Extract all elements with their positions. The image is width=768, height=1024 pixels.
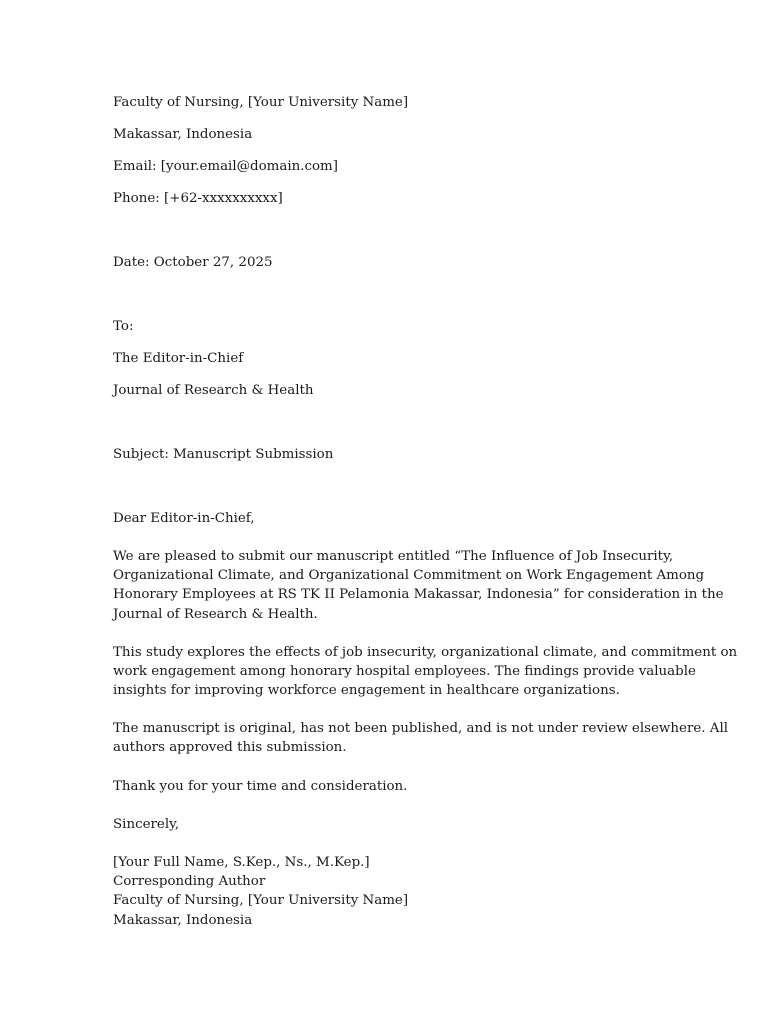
- recipient-journal: Journal of Research & Health: [113, 383, 314, 398]
- closing: Sincerely,: [113, 817, 180, 832]
- signature-city: Makassar, Indonesia: [113, 912, 253, 928]
- paragraph-line: work engagement among honorary hospital employees. The findings provide valuable: [113, 664, 696, 680]
- paragraph-line: Organizational Climate, and Organizational Commitment on Work Engagement Among: [113, 568, 705, 584]
- signature-faculty: Faculty of Nursing, [Your University Name]: [113, 893, 409, 909]
- subject-line: Subject: Manuscript Submission: [113, 447, 334, 462]
- paragraph-line: authors approved this submission.: [113, 740, 347, 756]
- body-paragraph-2: [113, 643, 738, 701]
- body-paragraph-1: [113, 547, 724, 624]
- sender-city: Makassar, Indonesia: [113, 127, 253, 142]
- salutation: Dear Editor-in-Chief,: [113, 511, 255, 526]
- sender-phone: Phone: [+62-xxxxxxxxxx]: [113, 191, 283, 206]
- sender-faculty: Faculty of Nursing, [Your University Name]: [113, 95, 409, 110]
- recipient-to: To:: [113, 319, 134, 334]
- paragraph-line: We are pleased to submit our manuscript entitled “The Influence of Job Insecurity,: [113, 549, 674, 564]
- letter-page: [113, 0, 738, 1024]
- letter-date: Date: October 27, 2025: [113, 255, 273, 270]
- paragraph-line: This study explores the effects of job insecurity, organizational climate, and commitment on: [113, 645, 738, 660]
- signature-role: Corresponding Author: [113, 874, 266, 890]
- signature-name: [Your Full Name, S.Kep., Ns., M.Kep.]: [113, 855, 370, 870]
- paragraph-line: insights for improving workforce engagement in healthcare organizations.: [113, 683, 620, 699]
- paragraph-line: The manuscript is original, has not been published, and is not under review elsewhere. All: [113, 721, 729, 736]
- body-paragraph-3: [113, 719, 729, 757]
- recipient-title: The Editor-in-Chief: [113, 351, 244, 366]
- signature-block: [113, 853, 661, 930]
- body-paragraph-4: Thank you for your time and consideration.: [113, 779, 408, 794]
- paragraph-line: Honorary Employees at RS TK II Pelamonia Makassar, Indonesia” for consideration in the: [113, 587, 724, 603]
- sender-email: Email: [your.email@domain.com]: [113, 159, 338, 174]
- paragraph-line: Journal of Research & Health.: [113, 606, 318, 622]
